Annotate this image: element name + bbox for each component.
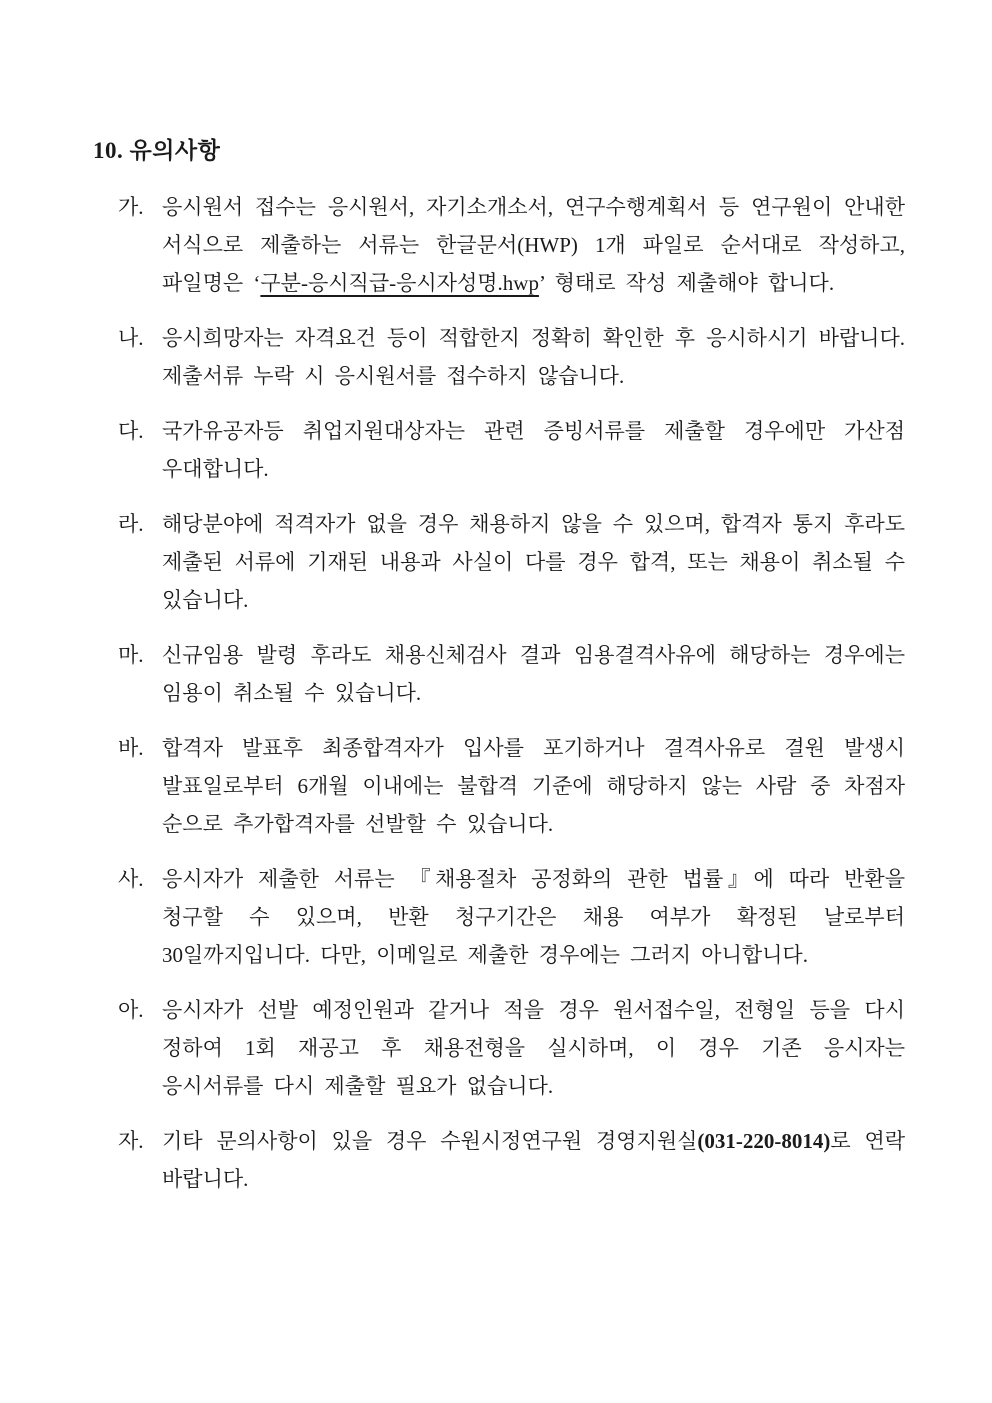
item-text [162, 860, 905, 974]
list-item [118, 729, 905, 843]
item-marker: 바. [118, 736, 144, 760]
item-text-segment: 해당분야에 적격자가 없을 경우 채용하지 않을 수 있으며, 합격자 통지 후라도 제출된 서류에 기재된 내용과 사실이 다를 경우 합격, 또는 채용이 취소될 수 있습니다. [162, 512, 905, 612]
item-text-segment: 합격자 발표후 최종합격자가 입사를 포기하거나 결격사유로 결원 발생시 발표일로부터 6개월 이내에는 불합격 기준에 해당하지 않는 사람 중 차점자 순으로 추가합격자를 선발할 수 있습니다. [162, 736, 905, 836]
item-marker: 나. [118, 326, 144, 350]
list-item [118, 319, 905, 395]
list-item [118, 412, 905, 488]
list-item [118, 1122, 905, 1198]
item-text [162, 412, 905, 488]
item-text-segment: 응시자가 선발 예정인원과 같거나 적을 경우 원서접수일, 전형일 등을 다시 정하여 1회 재공고 후 채용전형을 실시하며, 이 경우 기존 응시자는 응시서류를 다시 제출할 필요가 없습니다. [162, 998, 905, 1098]
item-text [162, 991, 905, 1105]
item-text-segment-underline: 구분-응시직급-응시자성명.hwp [260, 271, 539, 295]
list-item [118, 636, 905, 712]
item-text-segment: 응시자가 제출한 서류는 『채용절차 공정화의 관한 법률』에 따라 반환을 청구할 수 있으며, 반환 청구기간은 채용 여부가 확정된 날로부터 30일까지입니다. 다만, 이메일로 제출한 경우에는 그러지 아니합니다. [162, 867, 905, 967]
item-text-segment: 기타 문의사항이 있을 경우 수원시정연구원 경영지원실 [162, 1129, 698, 1153]
item-marker: 사. [118, 867, 144, 891]
item-marker: 마. [118, 643, 144, 667]
item-text-segment: 국가유공자등 취업지원대상자는 관련 증빙서류를 제출할 경우에만 가산점 우대합니다. [162, 419, 905, 481]
list-item [118, 188, 905, 302]
item-text-segment: 신규임용 발령 후라도 채용신체검사 결과 임용결격사유에 해당하는 경우에는 임용이 취소될 수 있습니다. [162, 643, 905, 705]
item-text-segment: 로 연락 바랍니다. [162, 1129, 906, 1191]
item-text-segment: ’ 형태로 작성 제출해야 합니다. [538, 271, 835, 295]
item-text [162, 319, 905, 395]
item-text [162, 505, 905, 619]
item-text [162, 1122, 905, 1198]
item-text [162, 188, 905, 302]
item-marker: 가. [118, 195, 144, 219]
list-item [118, 991, 905, 1105]
item-text [162, 729, 905, 843]
list-item [118, 505, 905, 619]
item-marker: 아. [118, 998, 144, 1022]
notice-list [93, 188, 905, 1198]
list-item [118, 860, 905, 974]
item-marker: 자. [118, 1129, 144, 1153]
item-marker: 라. [118, 512, 144, 536]
section-title: 10. 유의사항 [93, 138, 221, 163]
item-marker: 다. [118, 419, 144, 443]
item-text-segment-bold: (031-220-8014) [697, 1129, 831, 1153]
item-text [162, 636, 905, 712]
item-text-segment: 응시원서 접수는 응시원서, 자기소개소서, 연구수행계획서 등 연구원이 안내한 서식으로 제출하는 서류는 한글문서(HWP) 1개 파일로 순서대로 작성하고, 파일명은 ‘ [162, 195, 905, 295]
item-text-segment: 응시희망자는 자격요건 등이 적합한지 정확히 확인한 후 응시하시기 바랍니다. 제출서류 누락 시 응시원서를 접수하지 않습니다. [162, 326, 905, 388]
